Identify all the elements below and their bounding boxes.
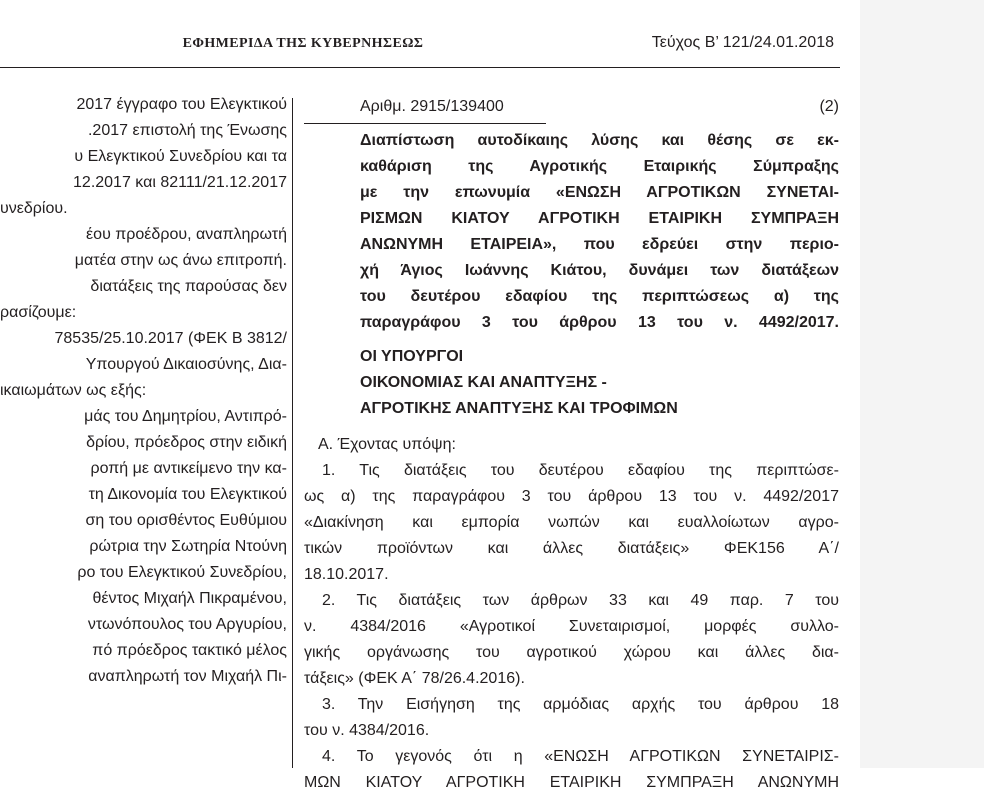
decision-title-line: του δευτέρου εδαφίου της περιπτώσεως α) της xyxy=(360,288,839,305)
left-line: υνεδρίου. xyxy=(0,200,68,217)
ministers-heading: ΟΙ ΥΠΟΥΡΓΟΙ xyxy=(360,348,464,365)
body-line: ως α) της παραγράφου 3 του άρθρου 13 του ν. 4492/2017 xyxy=(304,488,839,505)
ministers-heading: ΑΓΡΟΤΙΚΗΣ ΑΝΑΠΤΥΞΗΣ ΚΑΙ ΤΡΟΦΙΜΩΝ xyxy=(360,400,678,417)
body-line: 3. Την Εισήγηση της αρμόδιας αρχής του άρθρου 18 xyxy=(322,696,839,713)
body-line: ν. 4384/2016 «Αγροτικοί Συνεταιρισμοί, μορφές συλλο- xyxy=(304,618,839,635)
decision-sequence: (2) xyxy=(819,98,839,115)
gazette-title: ΕΦΗΜΕΡΙΔΑ ΤΗΣ ΚΥΒΕΡΝΗΣΕΩΣ xyxy=(182,36,424,51)
left-line: θέντος Μιχαήλ Πικραμένου, xyxy=(92,590,287,607)
body-line: του ν. 4384/2016. xyxy=(304,722,430,739)
left-line: 78535/25.10.2017 (ΦΕΚ Β 3812/ xyxy=(54,330,287,347)
body-line: 2. Τις διατάξεις των άρθρων 33 και 49 παρ. 7 του xyxy=(322,592,839,609)
left-line: 2017 έγγραφο του Ελεγκτικού xyxy=(76,96,287,113)
left-line: Υπουργού Δικαιοσύνης, Δια- xyxy=(85,356,287,373)
body-line: 4. Το γεγονός ότι η «ΕΝΩΣΗ ΑΓΡΟΤΙΚΩΝ ΣΥΝΕΤΑΙΡΙΣ- xyxy=(322,748,839,765)
left-line: αναπληρωτή τον Μιχαήλ Πι- xyxy=(88,668,287,685)
column-divider xyxy=(292,98,293,768)
ministers-heading: ΟΙΚΟΝΟΜΙΑΣ ΚΑΙ ΑΝΑΠΤΥΞΗΣ - xyxy=(360,374,607,391)
left-line: ικαιωμάτων ως εξής: xyxy=(0,382,147,399)
left-line: πό πρόεδρος τακτικό μέλος xyxy=(92,642,287,659)
decision-title-line: Διαπίστωση αυτοδίκαιης λύσης και θέσης σε εκ- xyxy=(360,132,839,149)
body-line: «Διακίνηση και εμπορία νωπών και ευαλλοίωτων αγρο- xyxy=(304,514,839,531)
left-line: ντωνόπουλος του Αργυρίου, xyxy=(87,616,287,633)
issue-number: Τεύχος Β’ 121/24.01.2018 xyxy=(651,34,834,51)
decision-title-line: καθάριση της Αγροτικής Εταιρικής Σύμπραξης xyxy=(360,158,839,175)
left-line: ρώτρια την Σωτηρία Ντούνη xyxy=(89,538,287,555)
decision-title-line: χή Άγιος Ιωάννης Κιάτου, δυνάμει των διατάξεων xyxy=(360,262,839,279)
left-line: .2017 επιστολή της Ένωσης xyxy=(87,122,287,139)
left-line: ση του ορισθέντος Ευθύμιου xyxy=(85,512,287,529)
left-line: ρασίζουμε: xyxy=(0,304,77,321)
viewer-margin xyxy=(860,0,984,768)
left-line: δρίου, πρόεδρος στην ειδική xyxy=(86,434,287,451)
header-divider xyxy=(0,67,840,68)
decision-title-line: παραγράφου 3 του άρθρου 13 του ν. 4492/2017. xyxy=(360,314,839,331)
decision-number-underline xyxy=(304,123,546,124)
body-line: τικών προϊόντων και άλλες διατάξεις» ΦΕΚ156 Α΄/ xyxy=(304,540,839,557)
decision-number: Αριθμ. 2915/139400 xyxy=(360,98,504,115)
decision-title-line: ΡΙΣΜΩΝ ΚΙΑΤΟΥ ΑΓΡΟΤΙΚΗ ΕΤΑΙΡΙΚΗ ΣΥΜΠΡΑΞΗ xyxy=(360,210,839,227)
left-line: ροπή με αντικείμενο την κα- xyxy=(90,460,287,477)
body-line: ΜΩΝ ΚΙΑΤΟΥ ΑΓΡΟΤΙΚΗ ΕΤΑΙΡΙΚΗ ΣΥΜΠΡΑΞΗ ΑΝΩΝΥΜΗ xyxy=(304,774,839,791)
body-line: τάξεις» (ΦΕΚ Α΄ 78/26.4.2016). xyxy=(304,670,525,687)
body-line: 18.10.2017. xyxy=(304,566,389,583)
decision-title-line: ΑΝΩΝΥΜΗ ΕΤΑΙΡΕΙΑ», που εδρεύει στην περιο- xyxy=(360,236,839,253)
left-line: υ Ελεγκτικού Συνεδρίου και τα xyxy=(74,148,287,165)
body-line: γικής οργάνωσης του αγροτικού χώρου και άλλες δια- xyxy=(304,644,839,661)
left-line: ρο του Ελεγκτικού Συνεδρίου, xyxy=(77,564,287,581)
left-line: 12.2017 και 82111/21.12.2017 xyxy=(73,174,287,191)
decision-title-line: με την επωνυμία «ΕΝΩΣΗ ΑΓΡΟΤΙΚΩΝ ΣΥΝΕΤΑΙ- xyxy=(360,184,839,201)
body-line: 1. Τις διατάξεις του δευτέρου εδαφίου της περιπτώσε- xyxy=(322,462,839,479)
left-line: έου προέδρου, αναπληρωτή xyxy=(86,226,287,243)
left-line: μάς του Δημητρίου, Αντιπρό- xyxy=(84,408,287,425)
body-line: Α. Έχοντας υπόψη: xyxy=(318,436,456,453)
left-line: ματέα στην ως άνω επιτροπή. xyxy=(74,252,287,269)
left-line: διατάξεις της παρούσας δεν xyxy=(90,278,287,295)
left-line: τη Δικονομία του Ελεγκτικού xyxy=(88,486,287,503)
